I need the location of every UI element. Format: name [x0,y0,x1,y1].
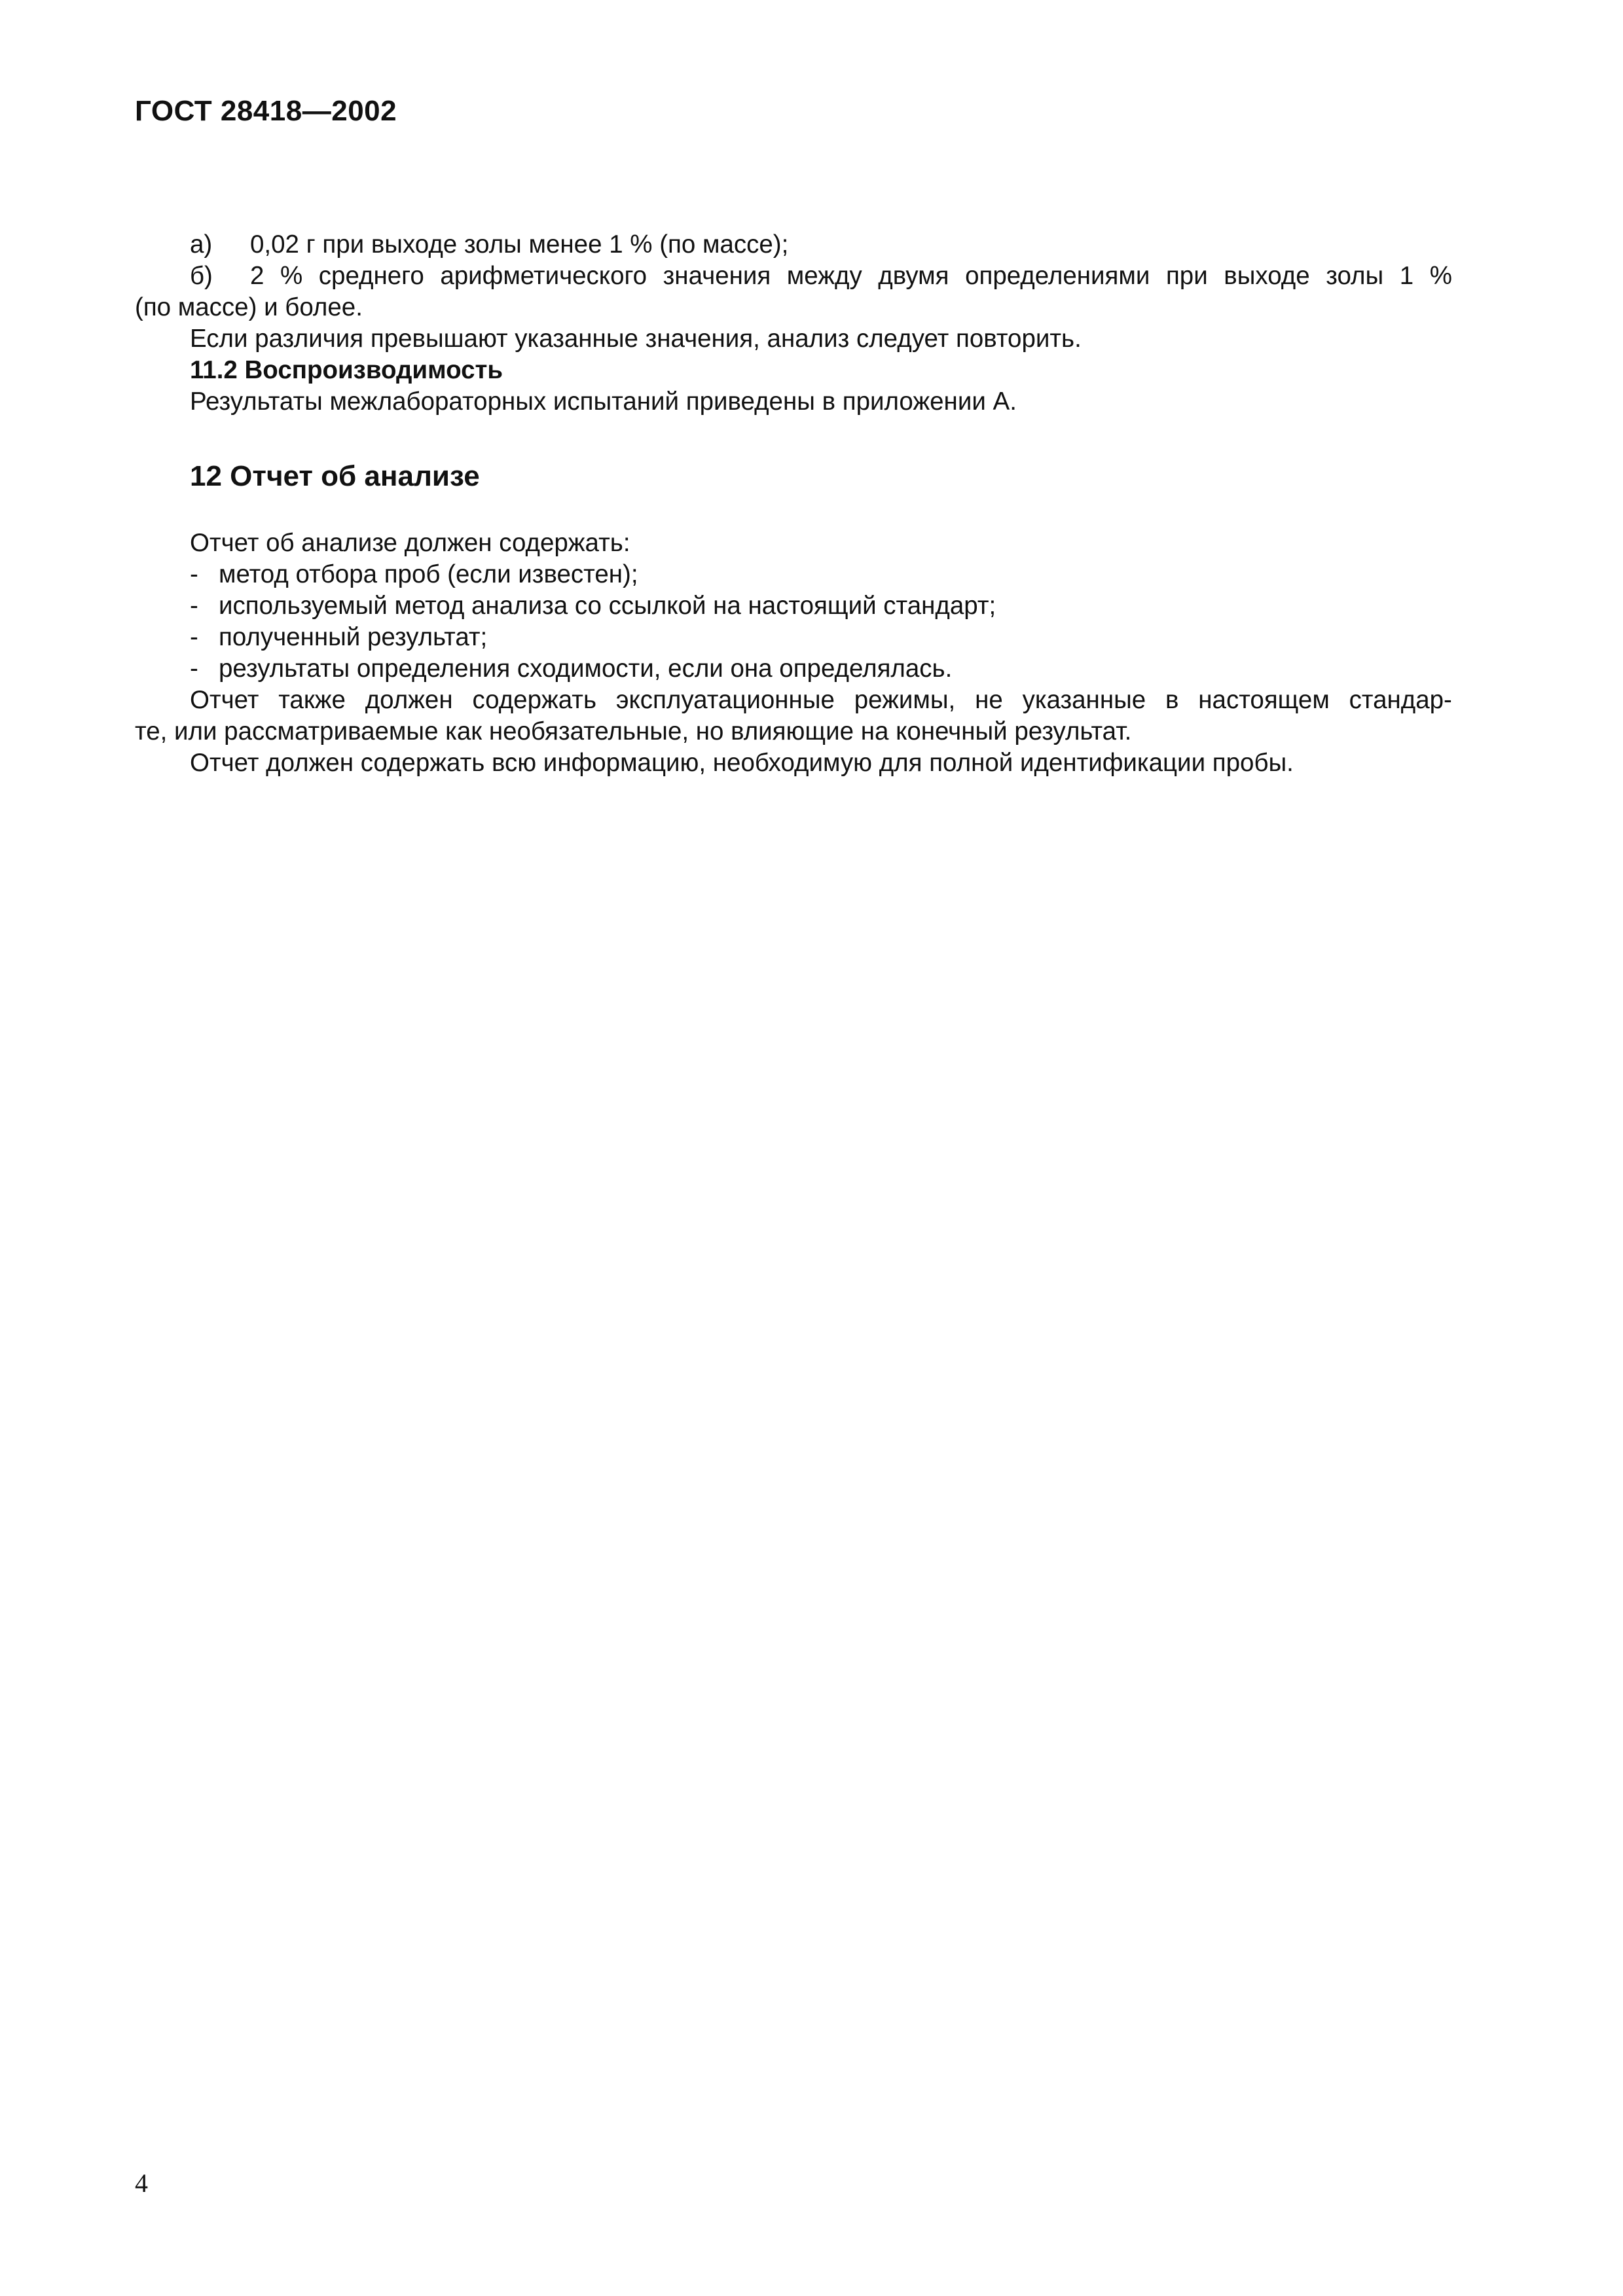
report-modes-continuation: те, или рассматриваемые как необязательные, но влияющие на конечный результат. [135,717,1132,745]
item-b-word: двумя [878,262,949,290]
reproducibility-heading: 11.2 Воспроизводимость [190,356,503,384]
report-modes-first-line [135,685,1452,716]
item-b-word: значения [663,262,771,290]
section-12-title: 12 Отчет об анализе [190,460,480,492]
list-item-a-text: 0,02 г при выходе золы менее 1 % (по массе); [250,230,789,259]
modes-word: стандар- [1349,686,1452,714]
list-item-text: метод отбора проб (если известен); [219,560,638,588]
reproducibility-text: Результаты межлабораторных испытаний приведены в приложении А. [190,387,1017,416]
list-item-text: полученный результат; [219,623,488,651]
list-item-text: результаты определения сходимости, если она определялась. [219,655,953,683]
list-item [135,590,1452,622]
list-item-b [135,260,1452,292]
item-b-word: золы [1326,262,1384,290]
document-body [135,229,1452,779]
list-item-text: используемый метод анализа со ссылкой на настоящий стандарт; [219,592,996,620]
modes-word: указанные [1022,686,1146,714]
item-b-word: при [1165,262,1208,290]
report-identification: Отчет должен содержать всю информацию, необходимую для полной идентификации пробы. [190,749,1294,777]
modes-word: в [1165,686,1179,714]
item-b-word: 1 [1399,262,1414,290]
item-b-word: между [786,262,862,290]
bullet-dash: - [190,623,198,651]
item-b-word: определениями [965,262,1150,290]
item-b-word: среднего [318,262,424,290]
list-marker-b: б) [190,262,213,290]
modes-word: не [975,686,1003,714]
list-item-b-continuation: (по массе) и более. [135,293,363,321]
list-item [135,653,1452,685]
modes-word: также [278,686,346,714]
modes-word: содержать [472,686,597,714]
list-item-b-first-line [250,260,1452,292]
modes-word: настоящем [1198,686,1330,714]
modes-word: Отчет [190,686,259,714]
item-b-word: арифметического [440,262,647,290]
list-item-a [135,229,1452,260]
document-header: ГОСТ 28418—2002 [135,95,397,127]
modes-word: эксплуатационные [615,686,835,714]
bullet-dash: - [190,655,198,683]
list-item [135,622,1452,653]
report-intro: Отчет об анализе должен содержать: [190,529,630,557]
list-marker-a: а) [190,230,213,259]
item-b-word: 2 [250,262,264,290]
bullet-dash: - [190,560,198,588]
bullet-dash: - [190,592,198,620]
page-number: 4 [135,2168,148,2198]
modes-word: режимы, [854,686,956,714]
modes-word: должен [365,686,453,714]
repeat-note: Если различия превышают указанные значения, анализ следует повторить. [190,325,1082,353]
list-item [135,559,1452,590]
item-b-word: выходе [1224,262,1310,290]
item-b-word: % [280,262,303,290]
item-b-word: % [1429,262,1452,290]
